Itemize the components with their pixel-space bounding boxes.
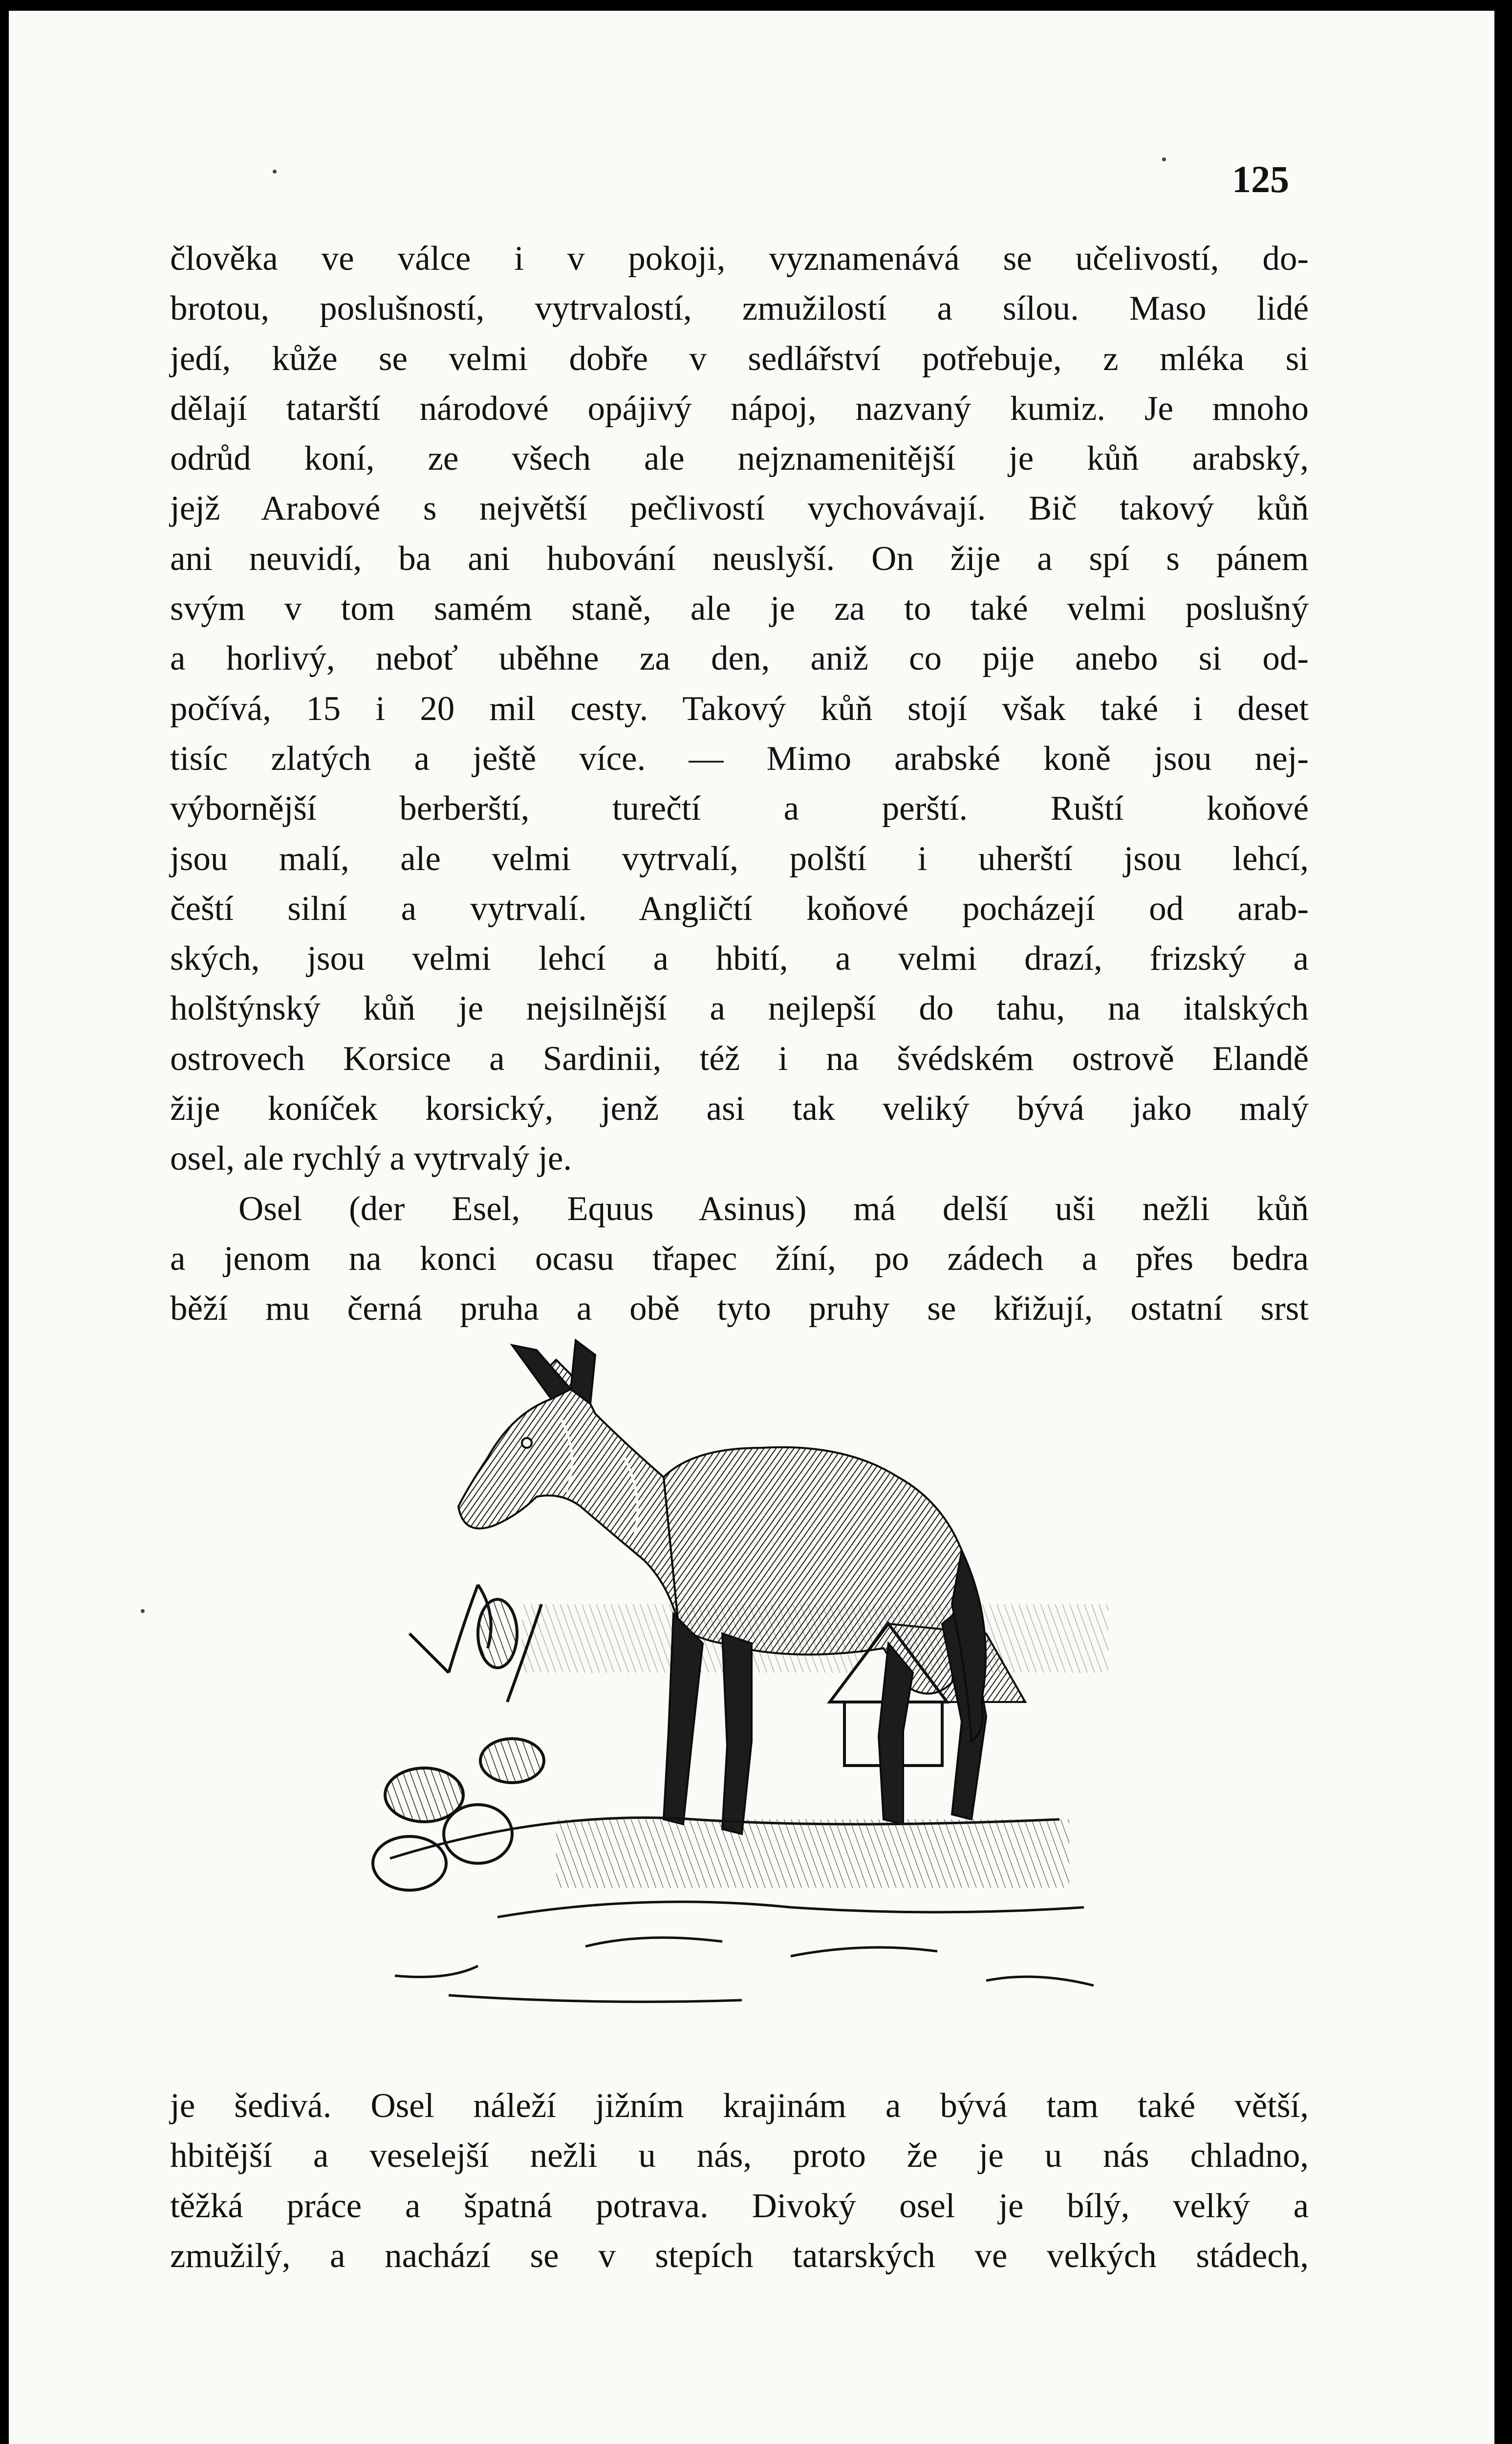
text-line: svým v tom samém staně, ale je za to také velmi poslušný [170, 589, 1309, 628]
text-line: osel, ale rychlý a vytrvalý je. [170, 1139, 572, 1178]
ink-speck [273, 170, 277, 174]
text-block-bottom [170, 2081, 1309, 2281]
donkey-woodcut-icon [351, 1331, 1157, 2073]
text-line: jsou malí, ale velmi vytrvalí, polští i uherští jsou lehcí, [170, 839, 1309, 878]
text-line: počívá, 15 i 20 mil cesty. Takový kůň stojí však také i deset [170, 689, 1309, 728]
text-line: brotou, poslušností, vytrvalostí, zmužilostí a sílou. Maso lidé [170, 289, 1309, 328]
ink-speck [1162, 157, 1166, 161]
text-line: a horlivý, neboť uběhne za den, aniž co pije anebo si od- [170, 639, 1309, 678]
text-line: čeští silní a vytrvalí. Angličtí koňové pocházejí od arab- [170, 889, 1309, 928]
plants-icon [373, 1585, 544, 1890]
text-line: holštýnský kůň je nejsilnější a nejlepší do tahu, na italských [170, 989, 1309, 1028]
text-line: ostrovech Korsice a Sardinii, též i na švédském ostrově Elandě [170, 1039, 1309, 1078]
text-block-top [170, 234, 1309, 1334]
page-number: 125 [1232, 158, 1289, 200]
text-line: výbornější berberští, turečtí a perští. Ruští koňové [170, 789, 1309, 828]
text-line: je šedivá. Osel náleží jižním krajinám a bývá tam také větší, [170, 2087, 1309, 2125]
text-line: odrůd koní, ze všech ale nejznamenitější je kůň arabský, [170, 439, 1309, 478]
book-page [9, 11, 1494, 2444]
text-line: a jenom na konci ocasu třapec žíní, po zádech a přes bedra [170, 1239, 1309, 1278]
text-line: hbitější a veselejší nežli u nás, proto že je u nás chladno, [170, 2137, 1309, 2175]
text-line: ských, jsou velmi lehcí a hbití, a velmi drazí, frizský a [170, 939, 1309, 978]
text-line: jejž Arabové s největší pečlivostí vychovávají. Bič takový kůň [170, 489, 1309, 528]
text-line: ani neuvidí, ba ani hubování neuslyší. On žije a spí s pánem [170, 539, 1309, 578]
text-line: člověka ve válce i v pokoji, vyznamenává se učelivostí, do- [170, 240, 1309, 278]
text-line: dělají tatarští národové opájivý nápoj, nazvaný kumiz. Je mnoho [170, 389, 1309, 428]
text-line: zmužilý, a nachází se v stepích tatarských ve velkých stádech, [170, 2236, 1309, 2275]
text-line: Osel (der Esel, Equus Asinus) má delší uši nežli kůň [238, 1189, 1309, 1228]
ink-speck [141, 1609, 145, 1613]
text-line: běží mu černá pruha a obě tyto pruhy se křižují, ostatní srst [170, 1289, 1309, 1328]
text-line: žije koníček korsický, jenž asi tak veliký bývá jako malý [170, 1090, 1309, 1128]
text-line: tisíc zlatých a ještě více. — Mimo arabské koně jsou nej- [170, 739, 1309, 778]
text-line: těžká práce a špatná potrava. Divoký osel je bílý, velký a [170, 2186, 1309, 2225]
text-line: jedí, kůže se velmi dobře v sedlářství potřebuje, z mléka si [170, 339, 1309, 378]
